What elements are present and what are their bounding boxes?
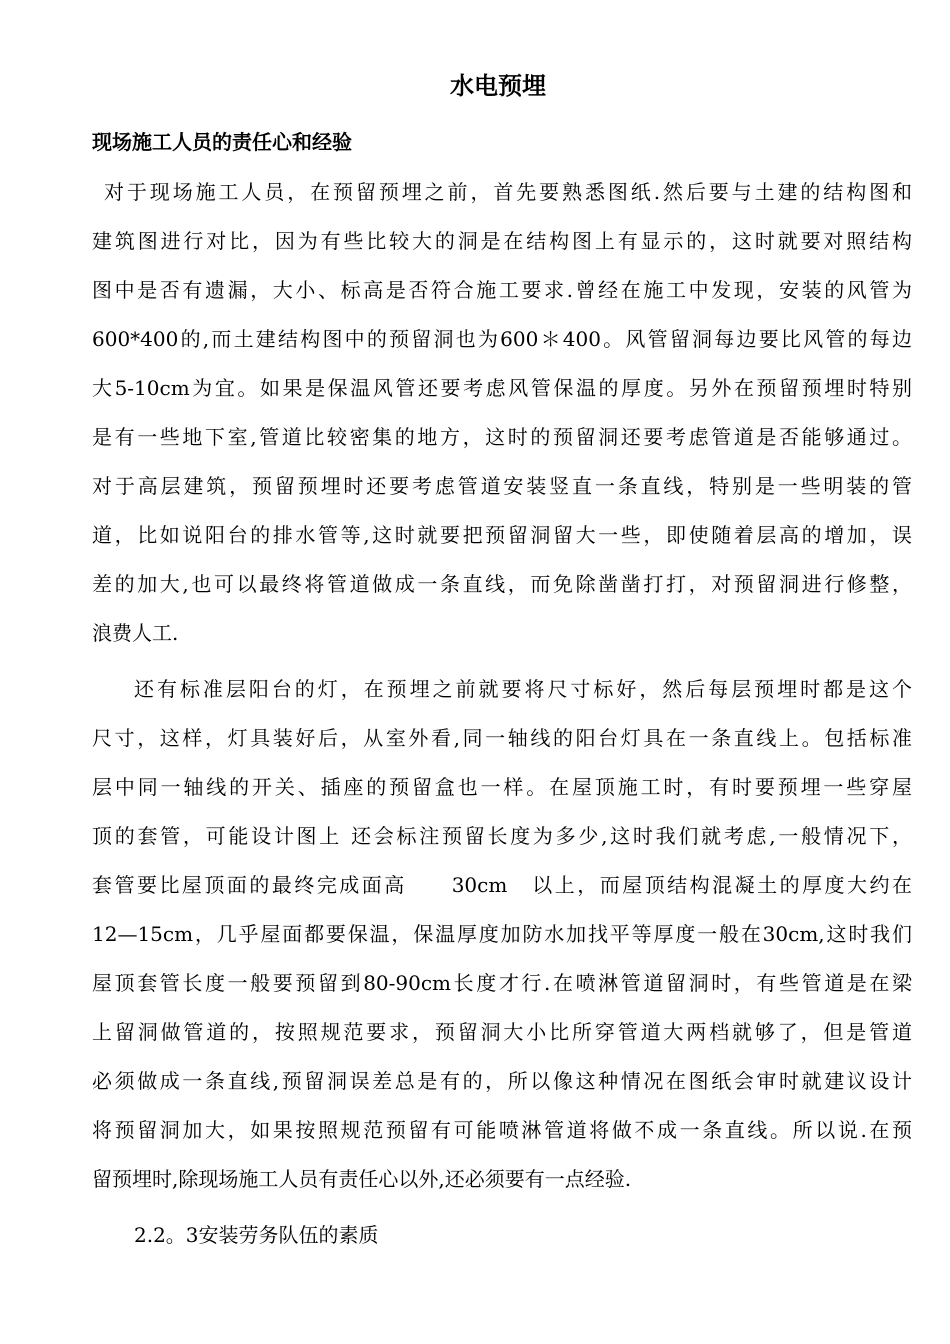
paragraph-1-line: 是有一些地下室,管道比较密集的地方，这时的预留洞还要考虑管道是否能够通过。	[92, 425, 912, 449]
paragraph-1-line: 道，比如说阳台的排水管等,这时就要把预留洞留大一些，即使随着层高的增加，误	[92, 523, 912, 547]
paragraph-2-line: 尺寸，这样，灯具装好后，从室外看,同一轴线的阳台灯具在一条直线上。包括标准	[92, 726, 912, 750]
section-heading: 现场施工人员的责任心和经验	[92, 130, 352, 154]
paragraph-1-line: 对于现场施工人员，在预留预埋之前，首先要熟悉图纸.然后要与土建的结构图和	[104, 180, 912, 204]
document-title: 水电预埋	[450, 72, 546, 100]
paragraph-2-line: 屋顶套管长度一般要预留到80-90cm长度才行.在喷淋管道留洞时，有些管道是在梁	[92, 971, 912, 995]
paragraph-1-line: 差的加大,也可以最终将管道做成一条直线，而免除凿凿打打，对预留洞进行修整，	[92, 572, 912, 596]
paragraph-2-line: 层中同一轴线的开关、插座的预留盒也一样。在屋顶施工时，有时要预埋一些穿屋	[92, 775, 912, 799]
paragraph-2-line: 留预埋时,除现场施工人员有责任心以外,还必须要有一点经验.	[92, 1167, 632, 1191]
paragraph-1-line: 浪费人工.	[92, 621, 179, 645]
paragraph-1-line: 大5-10cm为宜。如果是保温风管还要考虑风管保温的厚度。另外在预留预埋时特别	[92, 376, 912, 400]
paragraph-1-line: 建筑图进行对比，因为有些比较大的洞是在结构图上有显示的，这时就要对照结构	[92, 229, 912, 253]
next-section-heading: 2.2。3安装劳务队伍的素质	[134, 1223, 379, 1247]
paragraph-2-line: 顶的套管，可能设计图上 还会标注预留长度为多少,这时我们就考虑,一般情况下，	[92, 824, 912, 848]
paragraph-1-line: 图中是否有遗漏，大小、标高是否符合施工要求.曾经在施工中发现，安装的风管为	[92, 278, 912, 302]
paragraph-2-line: 将预留洞加大，如果按照规范预留有可能喷淋管道将做不成一条直线。所以说.在预	[92, 1118, 912, 1142]
paragraph-2-line: 上留洞做管道的，按照规范要求，预留洞大小比所穿管道大两档就够了，但是管道	[92, 1020, 912, 1044]
paragraph-1-line: 600*400的,而土建结构图中的预留洞也为600＊400。风管留洞每边要比风管的每边	[92, 327, 912, 351]
paragraph-2-line: 还有标准层阳台的灯，在预埋之前就要将尺寸标好，然后每层预埋时都是这个	[134, 677, 912, 701]
paragraph-2-line: 12—15cm，几乎屋面都要保温，保温厚度加防水加找平等厚度一般在30cm,这时我们	[92, 922, 912, 946]
paragraph-2-line: 必须做成一条直线,预留洞误差总是有的，所以像这种情况在图纸会审时就建议设计	[92, 1069, 912, 1093]
paragraph-1-line: 对于高层建筑，预留预埋时还要考虑管道安装竖直一条直线，特别是一些明装的管	[92, 474, 912, 498]
paragraph-2-line: 套管要比屋顶面的最终完成面高 30cm 以上，而屋顶结构混凝土的厚度大约在	[92, 873, 912, 897]
